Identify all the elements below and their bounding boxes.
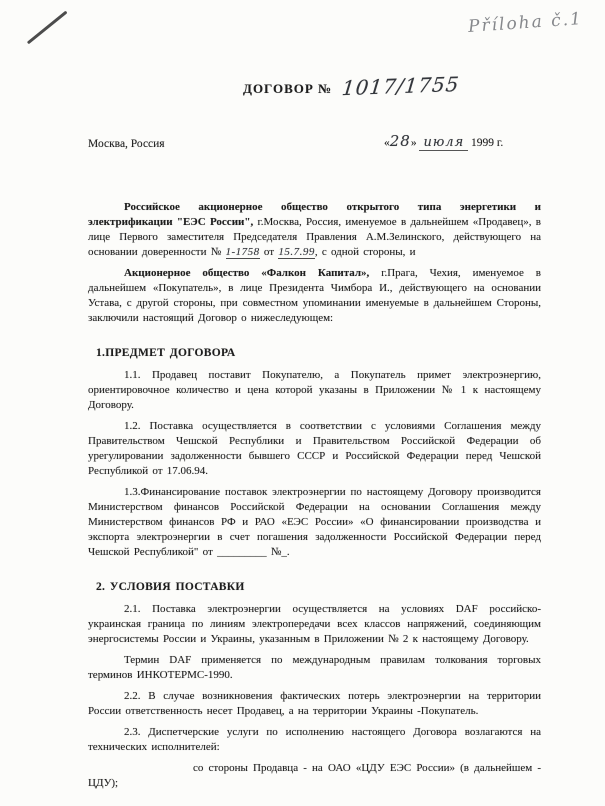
pen-slash-icon — [27, 11, 67, 44]
handwritten-poa-number: 1-1758 — [225, 246, 260, 258]
section-2-heading: 2. УСЛОВИЯ ПОСТАВКИ — [96, 581, 245, 593]
clause-1-2: 1.2. Поставка осуществляется в соответствии с условиями Соглашения между Правительством Чешской Республики и Правительством Российской Федерации об урегулировании задолженности бывшего СССР и Российской Федерации перед Чешской Республикой от 17.06.94. — [88, 420, 541, 477]
date-close-quote: » — [410, 137, 417, 149]
clause-2-1-note: Термин DAF применяется по международным правилам толкования торговых терминов ИНКОТЕРМС-1990. — [88, 654, 541, 681]
handwritten-month: июля — [419, 135, 468, 151]
contract-title-label: ДОГОВОР № — [243, 81, 333, 96]
handwritten-annex-note: Příloha č.1 — [467, 9, 584, 37]
seller-ot-label: от — [259, 246, 279, 258]
seller-text: г.Москва, Россия, именуемое в дальнейшем «Продавец», в лице Первого заместителя Председателя Правления А.М.Зелинского, действующего на основании доверенности № — [88, 216, 542, 258]
buyer-name: Акционерное общество «Фалкон Капитал», — [124, 267, 370, 279]
seller-name: Российское акционерное общество открытого типа энергетики и электрификации "ЕЭС России", — [88, 201, 541, 228]
handwritten-contract-number: 1017/1755 — [340, 71, 461, 101]
contract-body — [88, 200, 541, 791]
clause-2-3: 2.3. Диспетчерские услуги по исполнению настоящего Договора возлагаются на технических исполнителей: — [88, 726, 541, 753]
handwritten-poa-date: 15.7.99 — [278, 246, 315, 258]
clause-1-1: 1.1. Продавец поставит Покупателю, а Покупатель примет электроэнергию, ориентировочное количество и цена которой указаны в Приложении № 1 к настоящему Договору. — [88, 369, 541, 411]
clause-2-1: 2.1. Поставка электроэнергии осуществляется на условиях DAF российско-украинская граница по линиям электропередачи всех классов напряжений, соединяющим энергосистемы России и Украины, указанным в Приложении № 2 к настоящему Договору. — [88, 603, 541, 645]
clause-2-2: 2.2. В случае возникновения фактических потерь электроэнергии на территории России ответственность несет Продавец, а на территории Украины -Покупатель. — [88, 690, 541, 717]
section-1-heading: 1.ПРЕДМЕТ ДОГОВОРА — [96, 347, 236, 359]
preamble-seller-paragraph — [88, 200, 541, 260]
contract-title — [243, 71, 461, 101]
date-line — [384, 132, 503, 150]
preamble-buyer-paragraph — [88, 266, 541, 326]
seller-tail: , с одной стороны, и — [314, 246, 416, 258]
date-open-quote: « — [384, 137, 390, 149]
handwritten-day: 28 — [389, 132, 411, 150]
place-label: Москва, Россия — [88, 138, 165, 150]
date-year: 1999 г. — [471, 137, 504, 149]
clause-2-3-seller-line: со стороны Продавца - на ОАО «ЦДУ ЕЭС России» (в дальнейшем - ЦДУ); — [88, 762, 541, 789]
buyer-text: г.Прага, Чехия, именуемое в дальнейшем «Покупатель», в лице Президента Чимбора И., действующего на основании Устава, с другой стороны, при совместном упоминании именуемые в дальнейшем Стороны, заключили настоящий Договор о нижеследующем: — [88, 267, 541, 324]
clause-1-3: 1.3.Финансирование поставок электроэнергии по настоящему Договору производится Министерством финансов Российской Федерации на основании Соглашения между Министерством финансов РФ и РАО «ЕЭС России» «О финансировании производства и экспорта электроэнергии в счет погашения задолженности Российской Федерации перед Чешской Республикой" от _________ №_. — [88, 486, 541, 558]
